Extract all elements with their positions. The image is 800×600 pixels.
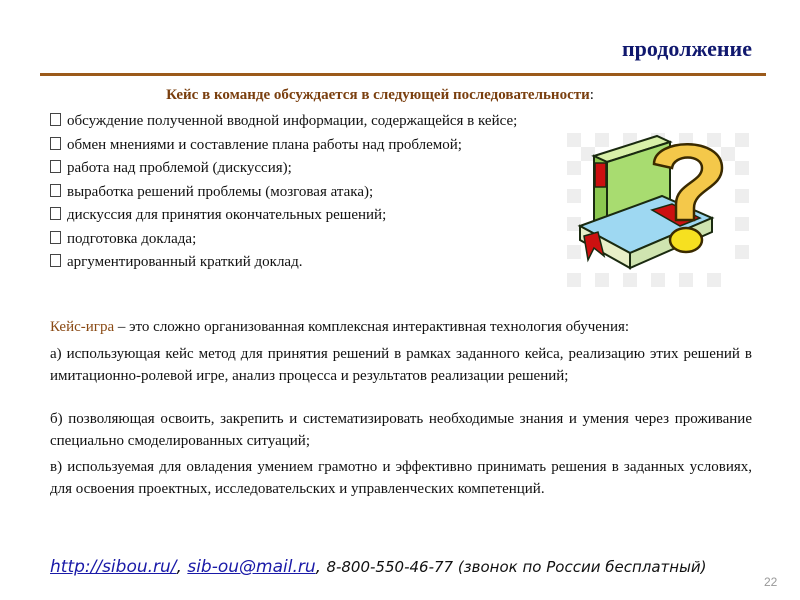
list-item (50, 204, 517, 228)
list-item-text: дискуссия для принятия окончательных решений; (67, 207, 387, 223)
phone-text: 8-800-550-46-77 (звонок по России бесплатный) (326, 558, 707, 576)
page-number: 22 (764, 575, 778, 589)
slide-title: продолжение (621, 36, 752, 61)
list-item-text: подготовка доклада; (67, 230, 197, 247)
list-item-text: выработка решений проблемы (мозговая атака); (67, 183, 374, 200)
section-heading-text: Кейс в команде обсуждается в следующей последовательности (166, 87, 590, 103)
list-item (50, 134, 517, 158)
list-item (50, 181, 517, 205)
list-item-text: работа над проблемой (дискуссия); (67, 160, 292, 176)
checkbox-bullet-icon (50, 113, 61, 126)
books-question-mark-icon (562, 128, 762, 288)
title-divider (40, 73, 766, 76)
email-link[interactable]: sib-ou@mail.ru (187, 557, 316, 577)
list-item (50, 251, 517, 275)
list-item-text: обмен мнениями и составление плана работы над проблемой; (67, 136, 462, 153)
checkbox-bullet-icon (50, 207, 61, 220)
separator: , (176, 557, 188, 577)
checkbox-bullet-icon (50, 160, 61, 173)
checkbox-bullet-icon (50, 231, 61, 244)
definition-term: Кейс-игра (50, 319, 115, 335)
definition-paragraph (50, 316, 752, 338)
item-c: в) используемая для овладения умением грамотно и эффективно принимать решения в заданных условиях, для освоения проектных, исследовательских и управленческих компетенций. (50, 459, 752, 497)
list-item (50, 228, 517, 252)
steps-list (50, 110, 517, 275)
item-b: б) позволяющая освоить, закрепить и систематизировать необходимые знания и умения через проживание специально смоделированных ситуаций; (50, 411, 752, 449)
checkbox-bullet-icon (50, 254, 61, 267)
list-item-text: обсуждение полученной вводной информации, содержащейся в кейсе; (67, 113, 518, 129)
item-a: а) использующая кейс метод для принятия решений в рамках заданного кейса, реализацию этих решений в имитационно-ролевой игре, анализ процесса и результатов реализации решений; (50, 346, 752, 384)
section-heading-colon: : (589, 87, 594, 103)
contact-footer (50, 557, 707, 577)
list-item (50, 110, 517, 134)
definition-text: – это сложно организованная комплексная интерактивная технология обучения: (114, 319, 630, 335)
list-item-text: аргументированный краткий доклад. (67, 254, 303, 270)
site-link[interactable]: http://sibou.ru/ (50, 557, 177, 577)
separator: , (315, 557, 327, 577)
list-item (50, 157, 517, 181)
checkbox-bullet-icon (50, 184, 61, 197)
section-heading (0, 87, 760, 104)
checkbox-bullet-icon (50, 137, 61, 150)
